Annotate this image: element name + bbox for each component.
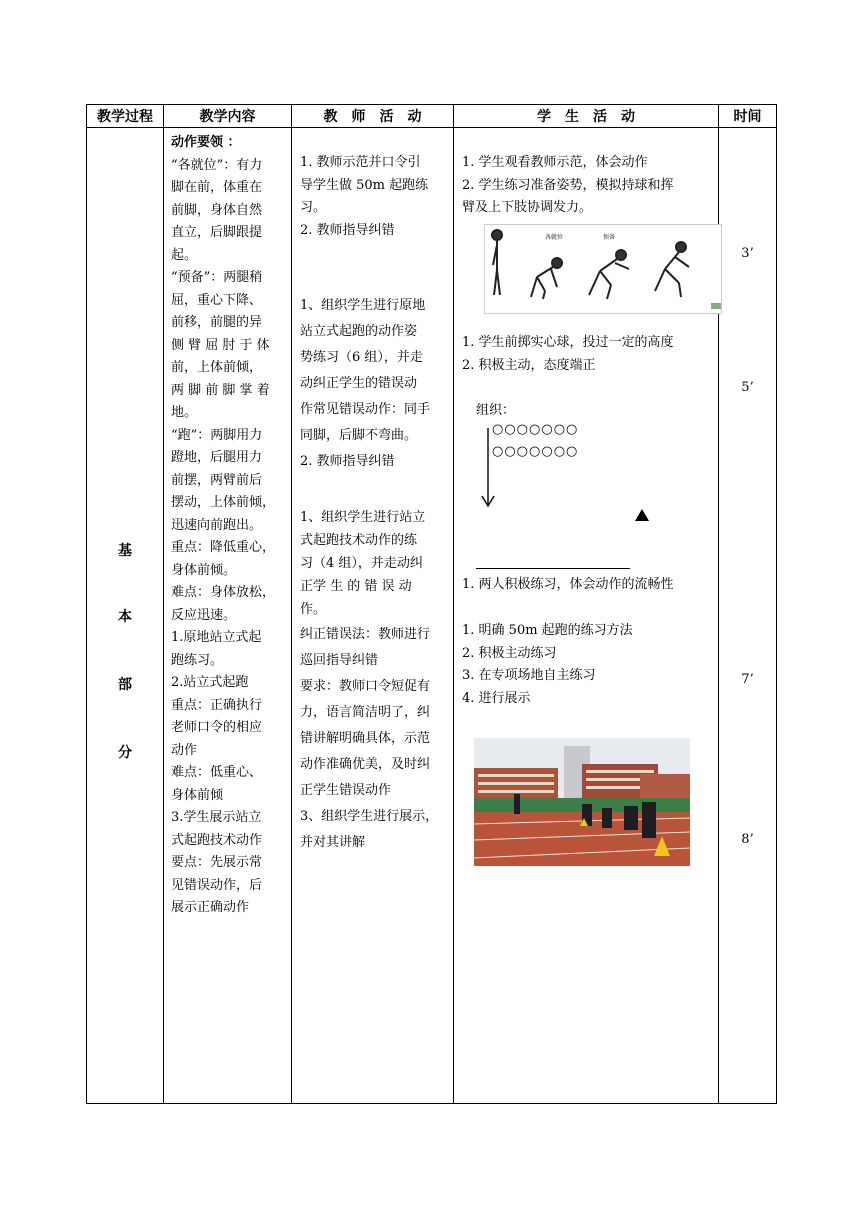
runner-standing — [492, 230, 502, 295]
student-line: 1. 两人积极练习，体会动作的流畅性 — [462, 577, 674, 592]
content-line: 身体前倾 — [171, 787, 224, 803]
teacher-line: 力，语言简洁明了，纠 — [300, 705, 431, 720]
body-row — [87, 128, 777, 1104]
student-line: 3. 在专项场地自主练习 — [462, 668, 596, 683]
content-line: 重点：正确执行 — [171, 697, 263, 713]
content-line: 1.原地站立式起 — [171, 630, 262, 645]
teacher-line: 正学生错误动作 — [300, 783, 392, 798]
teacher-triangle-icon — [634, 508, 650, 522]
student-cell — [454, 128, 719, 1104]
phase-char: 部 — [118, 677, 132, 693]
teacher-line: 势练习（6 组），并走 — [300, 350, 423, 365]
teacher-line: 1. 教师示范并口令引 — [300, 155, 421, 170]
sprint-figures-illustration — [485, 225, 721, 313]
teacher-block-3 — [300, 506, 447, 621]
org-label: 组织： — [476, 403, 516, 418]
student-line: 2. 积极主动练习 — [462, 645, 557, 661]
student-line: 1. 学生观看教师示范，体会动作 — [462, 155, 648, 170]
runner-running — [655, 242, 689, 297]
content-line: 要点：先展示常 — [171, 855, 263, 870]
content-line: 动作 — [171, 742, 198, 758]
teacher-line: 式起跑技术动作的练 — [300, 533, 418, 548]
header-student: 学 生 活 动 — [454, 105, 719, 128]
teacher-block-4 — [300, 622, 447, 856]
direction-arrow-icon — [478, 428, 498, 510]
teacher-line: 导学生做 50m 起跑练 — [300, 177, 429, 193]
content-line: 动作要领 ： — [171, 135, 241, 150]
divider-line — [476, 568, 630, 569]
content-text — [171, 132, 286, 920]
time-value: 8’ — [741, 832, 754, 847]
content-line: 反应迅速。 — [171, 607, 237, 623]
student-block-1 — [462, 152, 714, 220]
figure-label: 预备 — [603, 234, 616, 241]
content-line: 地。 — [171, 405, 198, 420]
content-line: 老师口令的相应 — [171, 720, 263, 735]
student-line: 2. 学生练习准备姿势，模拟持球和挥 — [462, 177, 674, 193]
teacher-line: 巡回指导纠错 — [300, 653, 379, 668]
teacher-line: 2. 教师指导纠错 — [300, 454, 395, 469]
content-cell — [164, 128, 292, 1104]
runner-set — [531, 258, 562, 299]
content-line: 见错误动作，后 — [171, 877, 263, 893]
phase-char: 分 — [118, 745, 132, 761]
teacher-block-2 — [300, 293, 447, 475]
content-line: 难点：低重心、 — [171, 765, 263, 780]
content-line: 前脚，身体自然 — [171, 202, 263, 218]
figure-label: 各就位 — [545, 234, 564, 241]
teacher-line: 1、组织学生进行站立 — [300, 510, 426, 525]
formation-row-2: ○○○○○○○ — [492, 444, 579, 459]
content-line: 侧 臂 屈 肘 于 体 — [171, 337, 270, 353]
lesson-plan-table — [86, 104, 777, 1104]
student-block-2 — [462, 332, 714, 377]
content-line: “预备”：两腿稍 — [171, 270, 263, 285]
content-line: “各就位”：有力 — [171, 157, 263, 173]
teacher-line: 习（4 组），并走动纠 — [300, 556, 423, 571]
content-line: 前，上体前倾， — [171, 360, 263, 375]
content-line: 前移，前腿的异 — [171, 315, 263, 330]
teacher-line: 动作准确优美，及时纠 — [300, 757, 431, 772]
content-line: 跑练习。 — [171, 652, 224, 668]
student-line: 臂及上下肢协调发力。 — [462, 200, 593, 215]
teacher-line: 习。 — [300, 200, 327, 215]
teacher-line: 要求：教师口令短促有 — [300, 679, 431, 694]
content-line: 身体前倾。 — [171, 562, 237, 578]
phase-cell — [87, 128, 164, 1104]
content-line: 脚在前，体重在 — [171, 180, 263, 195]
teacher-line: 3、组织学生进行展示， — [300, 809, 439, 824]
content-line: 迅速向前跑出。 — [171, 517, 263, 533]
content-line: 屈，重心下降、 — [171, 292, 263, 308]
content-line: 难点：身体放松， — [171, 585, 276, 600]
content-line: 2.站立式起跑 — [171, 675, 249, 690]
time-value: 7’ — [741, 672, 754, 687]
content-line: “跑”：两脚用力 — [171, 427, 263, 443]
teacher-line: 2. 教师指导纠错 — [300, 222, 395, 238]
teacher-line: 正学 生 的 错 误 动 — [300, 579, 412, 594]
content-line: 两 脚 前 脚 掌 着 — [171, 382, 270, 398]
student-block-4 — [462, 620, 714, 710]
content-line: 重点：降低重心， — [171, 540, 276, 555]
content-line: 摆动，上体前倾， — [171, 495, 276, 510]
header-content: 教学内容 — [164, 105, 292, 128]
header-time: 时间 — [719, 105, 777, 128]
student-line: 4. 进行展示 — [462, 690, 531, 706]
content-line: 展示正确动作 — [171, 900, 250, 915]
track-practice-photo — [474, 738, 690, 866]
content-line: 起。 — [171, 247, 198, 263]
student-block-3 — [462, 574, 714, 597]
student-line: 2. 积极主动，态度端正 — [462, 357, 596, 373]
teacher-line: 纠正错误法：教师进行 — [300, 627, 431, 642]
header-row — [87, 105, 777, 128]
sprint-start-figure — [484, 224, 722, 314]
runner-ready — [589, 250, 629, 299]
phase-char: 本 — [118, 609, 132, 625]
header-teacher: 教 师 活 动 — [292, 105, 454, 128]
teacher-line: 作。 — [300, 602, 327, 617]
teacher-line: 作常见错误动作：同手 — [300, 402, 431, 417]
teacher-line: 1、组织学生进行原地 — [300, 298, 426, 313]
teacher-block-1 — [300, 152, 447, 242]
student-line: 1. 学生前掷实心球，投过一定的高度 — [462, 335, 674, 350]
teacher-line: 错讲解明确具体，示范 — [300, 731, 431, 746]
phase-char: 基 — [118, 543, 132, 559]
teacher-line: 站立式起跑的动作姿 — [300, 324, 418, 339]
time-value: 3’ — [741, 246, 754, 261]
content-line: 蹬地，后腿用力 — [171, 450, 263, 465]
teacher-cell — [292, 128, 454, 1104]
time-cell — [719, 128, 777, 1104]
content-line: 式起跑技术动作 — [171, 832, 263, 848]
teacher-line: 并对其讲解 — [300, 835, 366, 850]
teacher-line: 同脚，后脚不弯曲。 — [300, 428, 418, 443]
student-line: 1. 明确 50m 起跑的练习方法 — [462, 623, 633, 638]
content-line: 前摆，两臂前后 — [171, 472, 263, 488]
content-line: 3.学生展示站立 — [171, 810, 262, 825]
content-line: 直立，后脚跟提 — [171, 225, 263, 240]
time-value: 5’ — [741, 380, 754, 395]
formation-row-1: ○○○○○○○ — [492, 422, 579, 437]
header-process: 教学过程 — [87, 105, 164, 128]
teacher-line: 动纠正学生的错误动 — [300, 376, 418, 391]
